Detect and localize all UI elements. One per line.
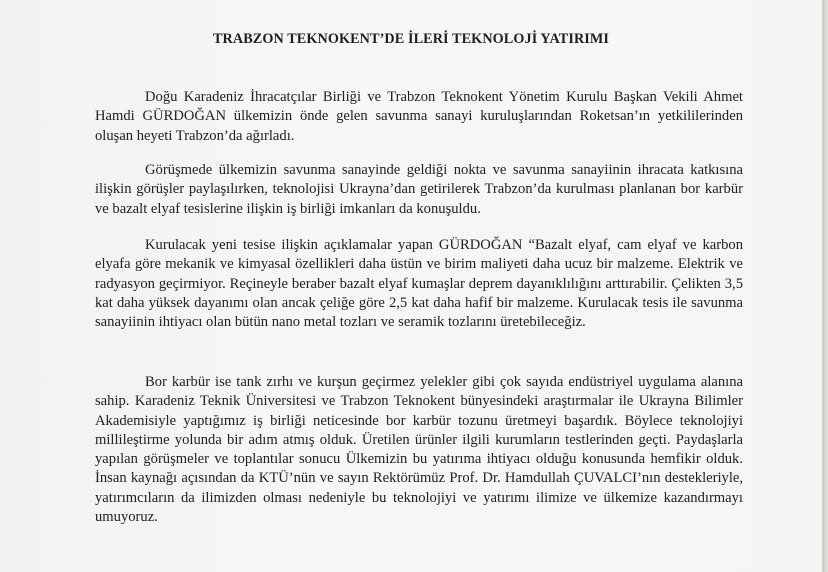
document-title: TRABZON TEKNOKENT’DE İLERİ TEKNOLOJİ YATIRIMI — [212, 31, 610, 47]
paragraph-meeting: Görüşmede ülkemizin savunma sanayinde geldiği nokta ve savunma sanayiinin ihracata katkısına ilişkin görüşler paylaşılırken, teknolojisi Ukrayna’dan getirilerek Trabzon’da kurulması planlanan bor karbür ve bazalt elyaf tesislerine ilişkin iş birliği imkanları da konuşuldu. — [95, 162, 743, 217]
paragraph-boron-carbide: Bor karbür ise tank zırhı ve kurşun geçirmez yelekler gibi çok sayıda endüstriyel uygulama alanına sahip. Karadeniz Teknik Üniversitesi ve Trabzon Teknokent bünyesindeki araştırmalar ile Ukrayna Bilimler Akademisiyle yaptığımız iş birliği neticesinde bor karbür tozunu üretmeyi başardık. Böylece teknolojiyi millileştirme yolunda bir adım atmış olduk. Üretilen ürünler ilgili kurumların testlerinden geçti. Paydaşlarla yapılan görüşmeler ve toplantılar sonucu Ülkemizin bu yatırıma ihtiyacı olduğu konusunda hemfikir olduk. İnsan kaynağı açısından da KTÜ’nün ve sayın Rektörümüz Prof. Dr. Hamdullah ÇUVALCI’nın destekleriyle, yatırımcıların da ilimizden olması nedeniyle bu teknolojiyi ve yatırımı ilimize ve ülkemize kazandırmayı umuyoruz. — [95, 374, 743, 526]
paragraph-basalt-fiber: Kurulacak yeni tesise ilişkin açıklamalar yapan GÜRDOĞAN “Bazalt elyaf, cam elyaf ve karbon elyafa göre mekanik ve kimyasal özellikleri daha üstün ve birim maliyeti daha ucuz bir malzeme. Elektrik ve radyasyon geçirmiyor. Reçineyle beraber bazalt elyaf kumaşlar deprem dayanıklılığını arttırabilir. Çelikten 3,5 kat daha yüksek dayanımı olan ancak çeliğe göre 2,5 kat daha hafif bir malzeme. Kurulacak tesis ile savunma sanayiinin ihtiyacı olan bütün nano metal tozları ve seramik tozlarını üretebileceğiz. — [95, 237, 743, 331]
page-edge-shadow — [822, 0, 828, 572]
paragraph-intro: Doğu Karadeniz İhracatçılar Birliği ve Trabzon Teknokent Yönetim Kurulu Başkan Vekili Ahmet Hamdi GÜRDOĞAN ülkemizin önde gelen savunma sanayi kuruluşlarından Roketsan’ın yetkililerinden oluşan heyeti Trabzon’da ağırladı. — [95, 89, 743, 144]
